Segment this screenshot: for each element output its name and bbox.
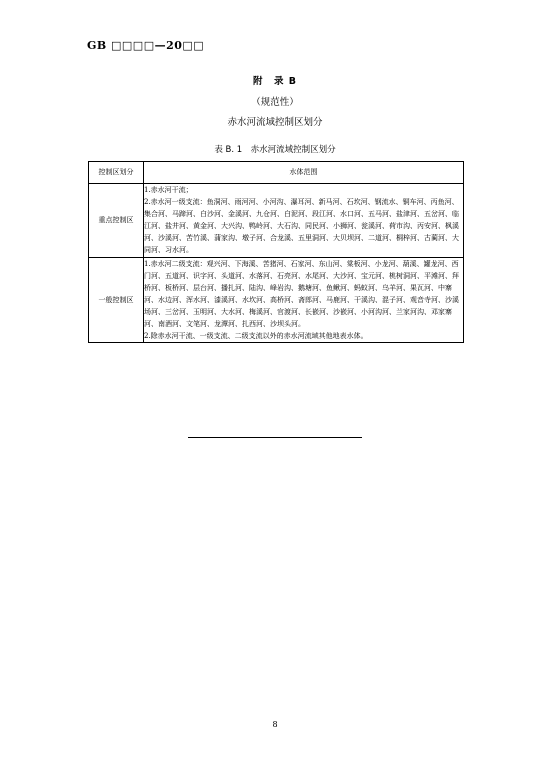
column-header-water-scope: 水体范围: [144, 162, 464, 184]
standard-code-header: GB □□□□—20□□: [87, 39, 205, 52]
scope-item: 1.赤水河二级支流：观兴河、下海溪、苦猪河、石家河、东山河、棠板河、小龙河、葫溪、罐龙河、西门河、五道河、识字河、头道河、水落河、石亮河、水尾河、大沙河、宝元河、桃树洞河、平滩河、拜桥河、板桥河、层台河、播扎河、陆沟、峰岩沟、鹅塘河、鱼鳅河、蚂蚁河、乌羊河、果瓦河、中寨河、水边河、浑水河、漆溪河、水坎河、高桥河、斋郎河、马鹿河、干溪沟、混子河、观音寺河、沙溪场河、三岔河、玉明河、大水河、梅溪河、官渡河、长嵌河、沙嵌河、小河沟河、兰家河沟、邓家寨河、南酒河、文笔河、龙潭河、扎西河、沙坝头河。: [144, 259, 459, 329]
column-header-zone: 控制区划分: [89, 162, 144, 184]
appendix-nature: （规范性）: [251, 97, 299, 108]
end-of-document-rule: [188, 437, 362, 438]
table-caption: 表 B. 1 赤水河流域控制区划分: [214, 145, 336, 155]
water-scope-key: [144, 184, 464, 258]
control-zone-table: [88, 161, 464, 343]
scope-item: 1.赤水河干流；: [144, 186, 193, 194]
zone-name-key: 重点控制区: [89, 184, 144, 258]
appendix-subject: 赤水河流域控制区划分: [227, 117, 323, 128]
water-scope-general: [144, 257, 464, 343]
table-row: [89, 257, 464, 343]
zone-name-general: 一般控制区: [89, 257, 144, 343]
scope-item: 2.除赤水河干流、一级支流、二级支流以外的赤水河流域其他地表水体。: [144, 332, 368, 341]
table-header-row: [89, 162, 464, 184]
appendix-title: 附 录 B: [252, 76, 298, 87]
page-number: 8: [272, 720, 278, 729]
table-row: [89, 184, 464, 258]
scope-item: 2.赤水河一级支流：鱼洞河、雨河河、小河沟、瀑耳河、新马河、石坎河、钢流水、铜车河、丙鱼河、集合河、马蹄河、白沙河、金溪河、九仓河、白泥河、段江河、水口河、五马河、盐津河、五岔河、临江河、盐井河、黄金河、大兴沟、鸭岭河、大石沟、同民河、小狮河、瓮溪河、荷市沟、丙安河、枫溪河、沙溪河、苦竹溪、蒲家沟、墩子河、合龙溪、五里洞河、大贝坝河、二道河、桐梓河、古蔺河、大同河、习水河。: [144, 198, 459, 255]
